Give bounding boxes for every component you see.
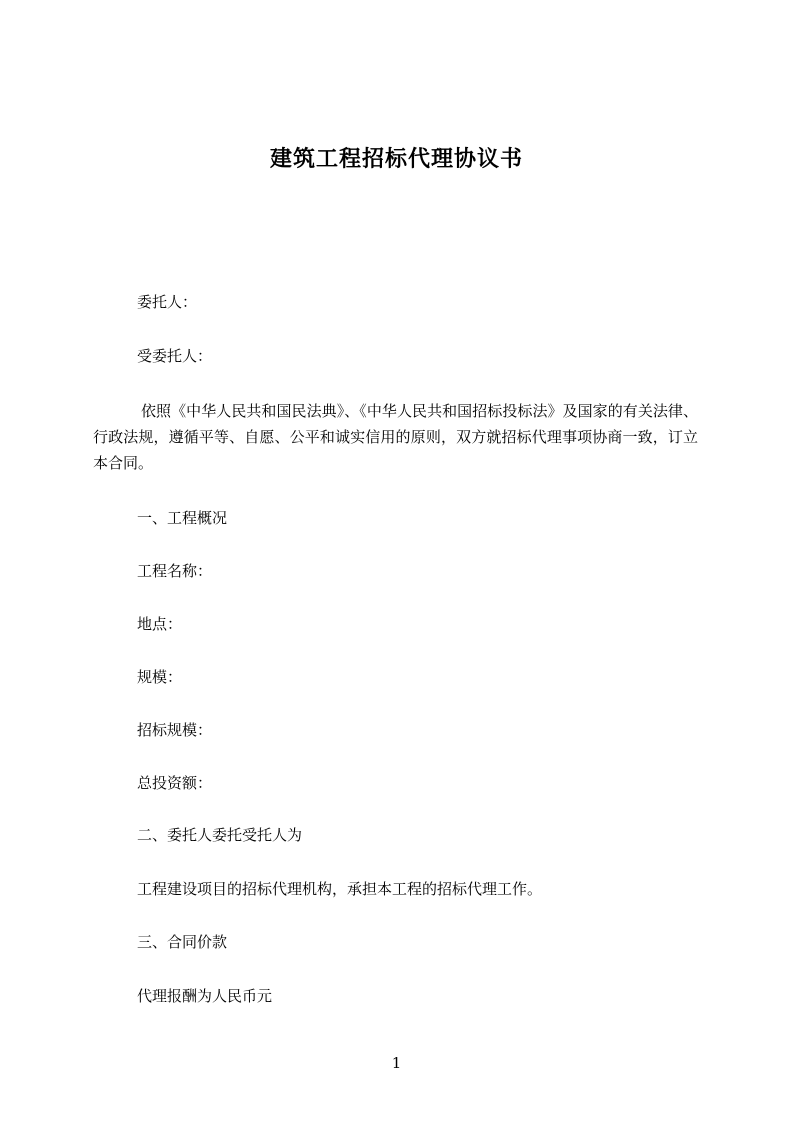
bidding-scale-label: 招标规模： [137,721,213,739]
agent-label: 受委托人： [137,347,213,365]
section-1-heading: 一、工程概况 [137,509,228,527]
section-2-body: 工程建设项目的招标代理机构，承担本工程的招标代理工作。 [137,880,543,898]
client-label: 委托人： [137,293,198,311]
preamble-paragraph: 依照《中华人民共和国民法典》、《中华人民共和国招标投标法》及国家的有关法律、行政法规，遵循平等、自愿、公平和诚实信用的原则，双方就招标代理事项协商一致，订立本合同。 [93,402,698,472]
section-3-body: 代理报酬为人民币元 [137,987,273,1005]
section-3-heading: 三、合同价款 [137,933,228,951]
page-number: 1 [391,1054,402,1072]
section-2-heading: 二、委托人委托受托人为 [137,826,303,844]
document-title: 建筑工程招标代理协议书 [269,147,523,172]
location-label: 地点： [137,615,183,633]
total-investment-label: 总投资额： [137,774,213,792]
scale-label: 规模： [137,668,183,686]
project-name-label: 工程名称： [137,562,213,580]
